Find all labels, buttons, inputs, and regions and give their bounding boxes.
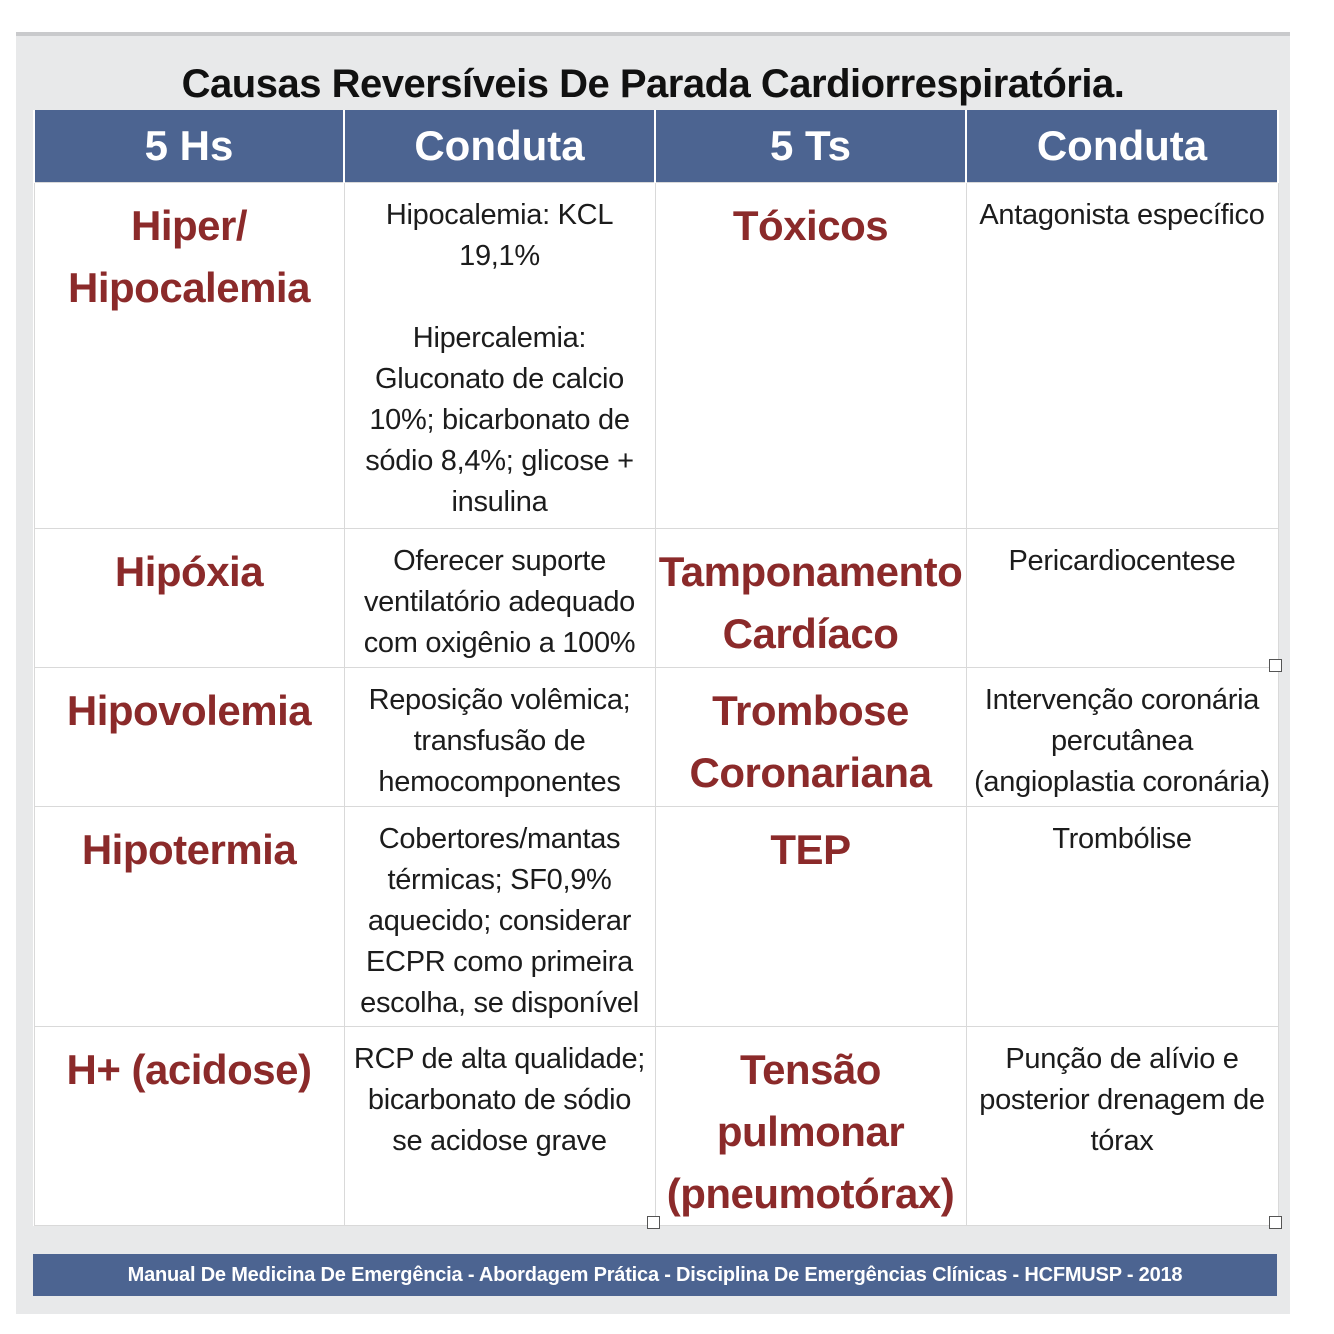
- t-conduct: Trombólise: [1052, 823, 1192, 855]
- resize-handle-bottom-right[interactable]: [1269, 1216, 1282, 1229]
- table-row: [34, 529, 1278, 668]
- h-cause-cell: [34, 183, 344, 529]
- header-5ts: 5 Ts: [655, 110, 966, 183]
- h-conduct: RCP de alta qualidade; bicarbonato de sódio se acidose grave: [353, 1043, 646, 1157]
- t-conduct-cell: [966, 668, 1278, 807]
- t-conduct-cell: [966, 529, 1278, 668]
- t-conduct: Punção de alívio e posterior drenagem de tórax: [979, 1043, 1265, 1157]
- table-row: [34, 183, 1278, 529]
- slide: [16, 32, 1290, 1314]
- t-cause: Tamponamento Cardíaco: [658, 548, 963, 657]
- footer-citation: Manual De Medicina De Emergência - Abordagem Prática - Disciplina De Emergências Clínicas - HCFMUSP - 2018: [33, 1254, 1277, 1296]
- h-conduct: Reposição volêmica; transfusão de hemocomponentes: [368, 684, 631, 798]
- t-cause-cell: [655, 1027, 966, 1226]
- h-conduct-cell: [344, 807, 655, 1027]
- t-conduct: Pericardiocentese: [1008, 545, 1236, 577]
- t-conduct-cell: [966, 183, 1278, 529]
- t-conduct-cell: [966, 1027, 1278, 1226]
- h-cause: H+ (acidose): [66, 1046, 312, 1093]
- table-row: [34, 668, 1278, 807]
- page-title: Causas Reversíveis De Parada Cardiorrespiratória.: [181, 62, 1125, 106]
- h-conduct-cell: [344, 1027, 655, 1226]
- table-header-row: [34, 110, 1278, 183]
- t-cause: Tensão pulmonar (pneumotórax): [666, 1046, 955, 1217]
- h-conduct-cell: [344, 183, 655, 529]
- t-cause: TEP: [770, 826, 851, 873]
- table-row: [34, 1027, 1278, 1226]
- t-conduct-cell: [966, 807, 1278, 1027]
- t-cause: Tóxicos: [732, 202, 889, 249]
- h-cause: Hipóxia: [114, 548, 264, 595]
- resize-handle-bottom-middle[interactable]: [647, 1216, 660, 1229]
- t-cause-cell: [655, 529, 966, 668]
- t-conduct: Intervenção coronária percutânea (angioplastia coronária): [974, 684, 1270, 798]
- t-cause-cell: [655, 668, 966, 807]
- h-cause-cell: [34, 807, 344, 1027]
- table-row: [34, 807, 1278, 1027]
- header-conduta-h: Conduta: [344, 110, 655, 183]
- h-cause-cell: [34, 529, 344, 668]
- h-cause: Hipovolemia: [66, 687, 312, 734]
- h-conduct: Hipocalemia: KCL 19,1% Hipercalemia: Gluconato de calcio 10%; bicarbonato de sódio 8,4%; glicose + insulina: [365, 199, 634, 518]
- h-conduct-cell: [344, 668, 655, 807]
- header-conduta-t: Conduta: [966, 110, 1278, 183]
- resize-handle-right-middle[interactable]: [1269, 659, 1282, 672]
- t-conduct: Antagonista específico: [979, 199, 1265, 231]
- h-cause: Hipotermia: [81, 826, 297, 873]
- t-cause: Trombose Coronariana: [689, 687, 932, 796]
- h-conduct: Cobertores/mantas térmicas; SF0,9% aquecido; considerar ECPR como primeira escolha, se disponível: [360, 823, 639, 1019]
- h-cause: Hiper/ Hipocalemia: [68, 202, 310, 311]
- h-conduct: Oferecer suporte ventilatório adequado com oxigênio a 100%: [363, 545, 636, 659]
- t-cause-cell: [655, 183, 966, 529]
- header-5hs: 5 Hs: [34, 110, 344, 183]
- h-cause-cell: [34, 668, 344, 807]
- h-cause-cell: [34, 1027, 344, 1226]
- causes-table: [33, 110, 1279, 1226]
- h-conduct-cell: [344, 529, 655, 668]
- t-cause-cell: [655, 807, 966, 1027]
